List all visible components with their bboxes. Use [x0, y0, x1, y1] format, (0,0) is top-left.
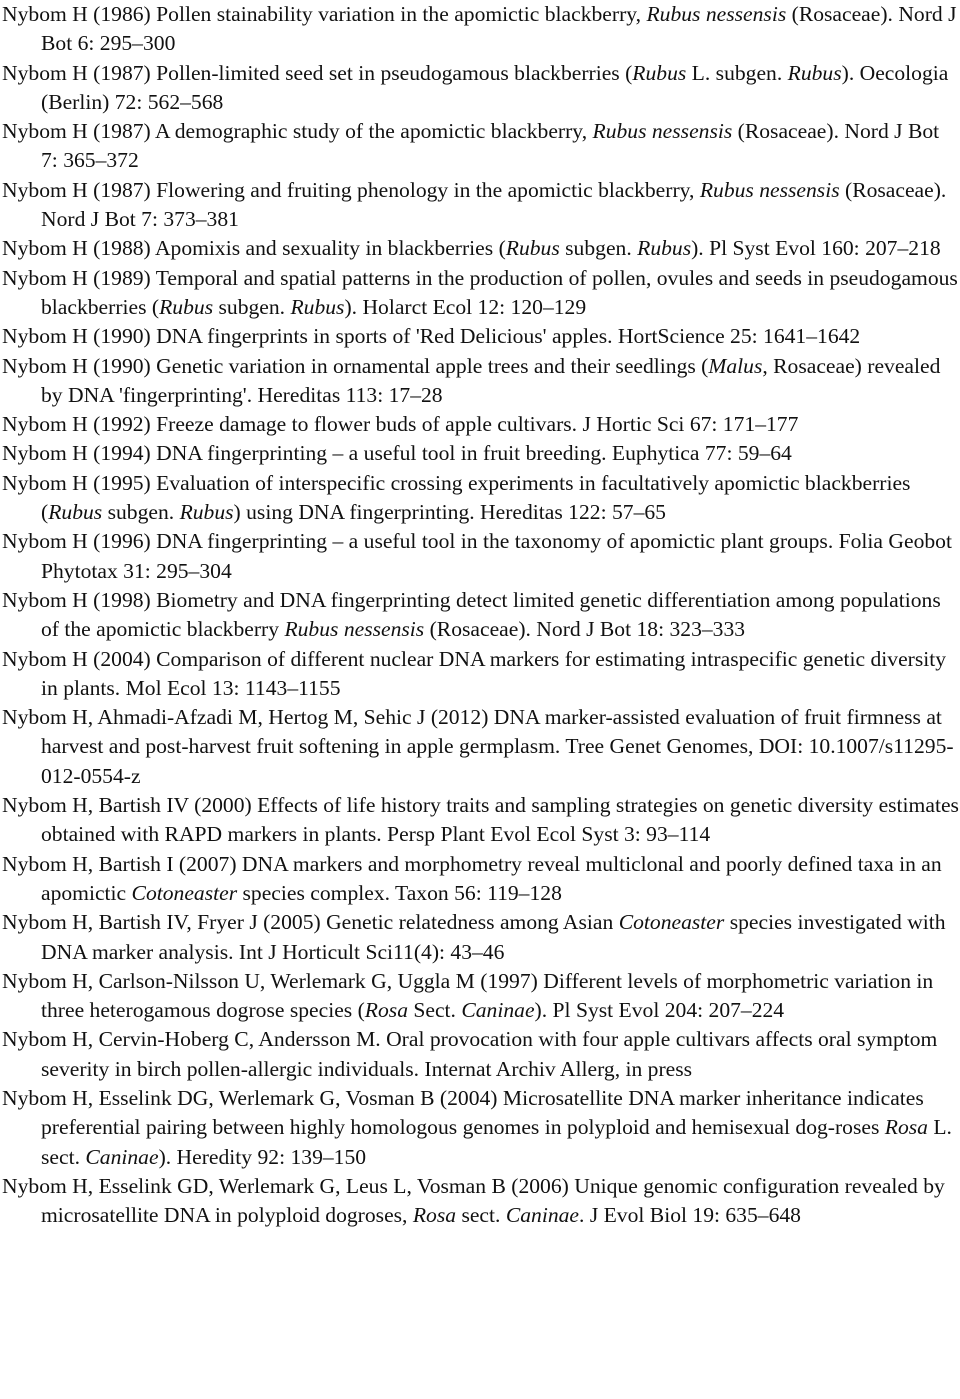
reference-entry	[2, 645, 960, 704]
reference-text: (Rosaceae). Nord J Bot 7: 365–372	[41, 119, 940, 173]
reference-entry	[2, 176, 960, 235]
italic-taxon-name: Rubus nessensis	[284, 617, 425, 642]
reference-text: Nybom H, Bartish IV (2000) Effects of life history traits and sampling strategies on genetic diversity estimates obtained with RAPD markers in plants. Persp Plant Evol Ecol Syst 3: 93–114	[2, 793, 959, 847]
reference-entry	[2, 264, 960, 323]
italic-taxon-name: Rubus	[179, 500, 234, 525]
reference-text: Nybom H (1998) Biometry and DNA fingerprinting detect limited genetic differentiation among populations of the apomictic blackberry	[2, 587, 941, 642]
reference-text: (Rosaceae). Nord J Bot 6: 295–300	[41, 2, 957, 56]
reference-entry	[2, 703, 960, 791]
reference-text: Nybom H, Ahmadi-Afzadi M, Hertog M, Sehic J (2012) DNA marker-assisted evaluation of fruit firmness at harvest and post-harvest fruit softening in apple germplasm. Tree Genet Genomes, DOI: 10.1007/s11295-012-0554-z	[2, 705, 954, 788]
reference-text: Nybom H, Bartish IV, Fryer J (2005) Genetic relatedness among Asian	[2, 910, 619, 935]
italic-taxon-name: Rubus	[787, 60, 842, 85]
reference-text: (Rosaceae). Nord J Bot 18: 323–333	[424, 617, 746, 642]
reference-text: Nybom H, Esselink DG, Werlemark G, Vosman B (2004) Microsatellite DNA marker inheritance indicates preferential pairing between highly homologous genomes in polyploid and hemisexual dog-roses	[2, 1085, 924, 1140]
reference-text: ). Pl Syst Evol 160: 207–218	[691, 236, 941, 261]
italic-taxon-name: Caninae	[461, 998, 535, 1023]
reference-entry	[2, 908, 960, 967]
reference-list	[2, 0, 960, 1230]
reference-entry	[2, 0, 960, 59]
reference-entry	[2, 117, 960, 176]
italic-taxon-name: Rosa	[364, 998, 408, 1023]
reference-text: Nybom H (1990) Genetic variation in ornamental apple trees and their seedlings (	[2, 353, 709, 378]
reference-entry	[2, 410, 960, 439]
reference-entry	[2, 439, 960, 468]
reference-text: , Rosaceae) revealed by DNA 'fingerprinting'. Hereditas 113: 17–28	[41, 353, 941, 407]
reference-entry	[2, 352, 960, 411]
reference-text: Nybom H (1992) Freeze damage to flower buds of apple cultivars. J Hortic Sci 67: 171–177	[2, 412, 799, 437]
reference-text: Sect.	[407, 998, 462, 1023]
reference-text: Nybom H, Esselink GD, Werlemark G, Leus L, Vosman B (2006) Unique genomic configuration revealed by microsatellite DNA in polyploid dogroses,	[2, 1173, 945, 1228]
reference-text: ). Pl Syst Evol 204: 207–224	[534, 998, 785, 1023]
reference-text: subgen.	[102, 500, 180, 525]
reference-text: Nybom H (1994) DNA fingerprinting – a useful tool in fruit breeding. Euphytica 77: 59–64	[2, 441, 792, 466]
reference-text: L. sect.	[41, 1115, 952, 1169]
italic-taxon-name: Rubus	[48, 500, 103, 525]
italic-taxon-name: Cotoneaster	[131, 880, 238, 905]
reference-text: L. subgen.	[686, 60, 788, 85]
reference-entry	[2, 850, 960, 909]
italic-taxon-name: Cotoneaster	[618, 910, 725, 935]
reference-text: sect.	[456, 1203, 506, 1228]
reference-text: Nybom H (1988) Apomixis and sexuality in blackberries (	[2, 236, 506, 261]
reference-text: subgen.	[213, 294, 291, 319]
reference-text: Nybom H (1987) Flowering and fruiting phenology in the apomictic blackberry,	[2, 177, 700, 202]
italic-taxon-name: Rubus	[159, 294, 214, 319]
italic-taxon-name: Rubus nessensis	[646, 2, 787, 26]
reference-entry	[2, 59, 960, 118]
reference-text: species investigated with DNA marker analysis. Int J Horticult Sci11(4): 43–46	[41, 910, 946, 964]
reference-text: ). Heredity 92: 139–150	[158, 1144, 367, 1169]
reference-text: Nybom H (1990) DNA fingerprints in sports of 'Red Delicious' apples. HortScience 25: 1641–1642	[2, 324, 861, 349]
italic-taxon-name: Caninae	[85, 1144, 159, 1169]
reference-text: Nybom H, Carlson-Nilsson U, Werlemark G, Uggla M (1997) Different levels of morphometric variation in three heterogamous dogrose species (	[2, 968, 934, 1023]
italic-taxon-name: Caninae	[505, 1203, 580, 1228]
reference-entry	[2, 586, 960, 645]
reference-text: Nybom H (1995) Evaluation of interspecific crossing experiments in facultatively apomictic blackberries (	[2, 470, 911, 525]
reference-text: Nybom H (1987) A demographic study of the apomictic blackberry,	[2, 119, 593, 144]
reference-entry	[2, 1172, 960, 1231]
reference-text: ) using DNA fingerprinting. Hereditas 122: 57–65	[233, 500, 666, 525]
reference-entry	[2, 1025, 960, 1084]
reference-text: ). Holarct Ecol 12: 120–129	[344, 294, 587, 319]
italic-taxon-name: Rosa	[884, 1115, 928, 1140]
reference-text: . J Evol Biol 19: 635–648	[579, 1203, 801, 1228]
reference-entry	[2, 527, 960, 586]
italic-taxon-name: Rosa	[412, 1203, 457, 1228]
reference-text: subgen.	[559, 236, 638, 261]
reference-entry	[2, 234, 960, 263]
reference-text: Nybom H (1996) DNA fingerprinting – a useful tool in the taxonomy of apomictic plant groups. Folia Geobot Phytotax 31: 295–304	[2, 529, 952, 583]
reference-text: Nybom H, Bartish I (2007) DNA markers and morphometry reveal multiclonal and poorly defined taxa in an apomictic	[2, 851, 942, 905]
reference-text: Nybom H (1987) Pollen-limited seed set in pseudogamous blackberries (	[2, 60, 633, 85]
reference-text: ). Oecologia (Berlin) 72: 562–568	[41, 60, 949, 114]
italic-taxon-name: Malus	[708, 353, 763, 378]
reference-text: (Rosaceae). Nord J Bot 7: 373–381	[41, 177, 947, 232]
reference-entry	[2, 469, 960, 528]
reference-text: species complex. Taxon 56: 119–128	[237, 880, 562, 905]
italic-taxon-name: Rubus	[290, 294, 345, 319]
reference-entry	[2, 967, 960, 1026]
italic-taxon-name: Rubus	[632, 60, 687, 85]
reference-text: Nybom H, Cervin-Hoberg C, Andersson M. Oral provocation with four apple cultivars affects oral symptom severity in birch pollen-allergic individuals. Internat Archiv Allerg, in press	[2, 1027, 938, 1081]
reference-text: Nybom H (1986) Pollen stainability variation in the apomictic blackberry,	[2, 2, 647, 26]
reference-entry	[2, 322, 960, 351]
italic-taxon-name: Rubus	[505, 236, 560, 261]
reference-text: Nybom H (1989) Temporal and spatial patterns in the production of pollen, ovules and seeds in pseudogamous blackberries (	[2, 265, 958, 319]
reference-entry	[2, 1084, 960, 1172]
reference-text: Nybom H (2004) Comparison of different nuclear DNA markers for estimating intraspecific genetic diversity in plants. Mol Ecol 13: 1143–1155	[2, 646, 947, 700]
italic-taxon-name: Rubus nessensis	[592, 119, 733, 144]
italic-taxon-name: Rubus	[637, 236, 692, 261]
reference-entry	[2, 791, 960, 850]
italic-taxon-name: Rubus nessensis	[699, 177, 840, 202]
